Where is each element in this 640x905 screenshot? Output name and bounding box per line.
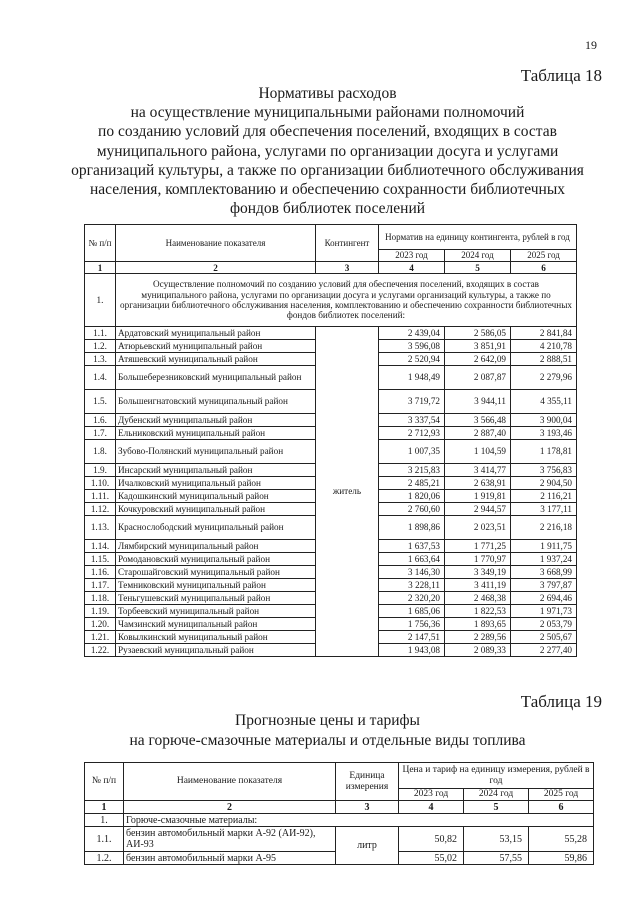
title-line: населения, комплектованию и обеспечению сохранности библиотечных	[89, 181, 565, 199]
value-2025: 55,28	[529, 827, 594, 852]
row-number: 1.20.	[85, 618, 116, 631]
row-number: 1.7.	[85, 427, 116, 440]
value-2024: 2 944,57	[445, 503, 511, 516]
col-number: 4	[379, 262, 445, 274]
value-2024: 2 087,87	[445, 366, 511, 390]
row-name: Атяшевский муниципальный район	[116, 353, 316, 366]
row-name: Атюрьевский муниципальный район	[116, 340, 316, 353]
row-name: Чамзинский муниципальный район	[116, 618, 316, 631]
row-name: Торбеевский муниципальный район	[116, 605, 316, 618]
row-number: 1.2.	[85, 340, 116, 353]
value-2024: 1 919,81	[445, 490, 511, 503]
value-2023: 1 756,36	[379, 618, 445, 631]
row-name: Старошайговский муниципальный район	[116, 566, 316, 579]
value-2023: 2 147,51	[379, 631, 445, 644]
value-2025: 2 505,67	[511, 631, 577, 644]
row-number: 1.10.	[85, 477, 116, 490]
value-2025: 3 797,87	[511, 579, 577, 592]
col-number: 6	[511, 262, 577, 274]
value-2024: 2 023,51	[445, 516, 511, 540]
value-2023: 2 712,93	[379, 427, 445, 440]
col-number: 5	[464, 801, 529, 814]
table-18	[84, 224, 577, 657]
col-number: 1	[85, 801, 124, 814]
header-norm: Норматив на единицу контингента, рублей в год	[379, 225, 577, 250]
value-2023: 1 007,35	[379, 440, 445, 464]
row-name: Ельниковский муниципальный район	[116, 427, 316, 440]
header-no: № п/п	[85, 763, 124, 801]
value-2025: 4 210,78	[511, 340, 577, 353]
value-2023: 1 663,64	[379, 553, 445, 566]
value-2025: 2 277,40	[511, 644, 577, 657]
table-row	[85, 827, 594, 852]
value-2025: 59,86	[529, 852, 594, 865]
value-2023: 2 520,94	[379, 353, 445, 366]
col-number: 6	[529, 801, 594, 814]
unit-cell: литр	[336, 827, 399, 865]
row-name: бензин автомобильный марки А-92 (АИ-92), АИ-93	[124, 827, 336, 852]
header-price: Цена и тариф на единицу измерения, рублей в год	[399, 763, 594, 789]
value-2025: 3 177,11	[511, 503, 577, 516]
row-number: 1.	[85, 274, 116, 327]
row-number: 1.13.	[85, 516, 116, 540]
value-2025: 3 193,46	[511, 427, 577, 440]
header-no: № п/п	[85, 225, 116, 262]
title-line: на горюче-смазочные материалы и отдельные виды топлива	[129, 731, 526, 749]
table-19-title	[70, 711, 585, 750]
title-line: на осуществление муниципальными районами полномочий	[130, 104, 525, 122]
row-name: Лямбирский муниципальный район	[116, 540, 316, 553]
row-number: 1.	[85, 814, 124, 827]
value-2023: 55,02	[399, 852, 464, 865]
col-number: 2	[124, 801, 336, 814]
row-number: 1.3.	[85, 353, 116, 366]
row-number: 1.22.	[85, 644, 116, 657]
header-name: Наименование показателя	[124, 763, 336, 801]
value-2025: 2 053,79	[511, 618, 577, 631]
title-line: фондов библиотек поселений	[229, 200, 426, 218]
title-line: организаций культуры, а также по организации библиотечного обслуживания	[71, 161, 584, 179]
value-2024: 3 566,48	[445, 414, 511, 427]
value-2025: 1 937,24	[511, 553, 577, 566]
title-line: по созданию условий для обеспечения поселений, входящих в состав	[98, 123, 557, 141]
value-2023: 3 337,54	[379, 414, 445, 427]
value-2023: 3 228,11	[379, 579, 445, 592]
row-number: 1.6.	[85, 414, 116, 427]
row-name: Ромодановский муниципальный район	[116, 553, 316, 566]
row-number: 1.1.	[85, 827, 124, 852]
value-2024: 2 289,56	[445, 631, 511, 644]
value-2024: 2 586,05	[445, 327, 511, 340]
value-2025: 1 178,81	[511, 440, 577, 464]
row-name: Ичалковский муниципальный район	[116, 477, 316, 490]
value-2023: 3 215,83	[379, 464, 445, 477]
table-row	[85, 274, 577, 327]
row-name: Большеигнатовский муниципальный район	[116, 390, 316, 414]
row-number: 1.18.	[85, 592, 116, 605]
row-number: 1.17.	[85, 579, 116, 592]
header-year: 2025 год	[529, 789, 594, 801]
row-number: 1.16.	[85, 566, 116, 579]
row-number: 1.19.	[85, 605, 116, 618]
row-number: 1.4.	[85, 366, 116, 390]
row-name: Краснослободский муниципальный район	[116, 516, 316, 540]
intro-text: Осуществление полномочий по созданию условий для обеспечения поселений, входящих в состав муниципального района, услугами по организации досуга и услугами организаций культуры, а также по организации библиотечного обслуживания населения, комплектованию и обеспечению сохранности библиотечных фондов библиотек поселений:	[116, 274, 577, 327]
row-number: 1.15.	[85, 553, 116, 566]
value-2025: 2 841,84	[511, 327, 577, 340]
value-2025: 2 888,51	[511, 353, 577, 366]
value-2025: 1 911,75	[511, 540, 577, 553]
col-number: 5	[445, 262, 511, 274]
row-number: 1.21.	[85, 631, 116, 644]
row-name: Инсарский муниципальный район	[116, 464, 316, 477]
value-2024: 3 944,11	[445, 390, 511, 414]
contingent-cell: житель	[316, 327, 379, 657]
title-line: муниципального района, услугами по организации досуга и услугами	[96, 142, 559, 160]
row-number: 1.5.	[85, 390, 116, 414]
row-name: Ковылкинский муниципальный район	[116, 631, 316, 644]
row-name: Темниковский муниципальный район	[116, 579, 316, 592]
value-2025: 4 355,11	[511, 390, 577, 414]
value-2023: 1 685,06	[379, 605, 445, 618]
value-2023: 3 596,08	[379, 340, 445, 353]
header-year: 2024 год	[464, 789, 529, 801]
value-2023: 1 820,06	[379, 490, 445, 503]
row-name: Дубенский муниципальный район	[116, 414, 316, 427]
value-2024: 1 893,65	[445, 618, 511, 631]
row-name: Кочкуровский муниципальный район	[116, 503, 316, 516]
col-number: 3	[316, 262, 379, 274]
value-2025: 2 694,46	[511, 592, 577, 605]
value-2024: 3 349,19	[445, 566, 511, 579]
row-number: 1.11.	[85, 490, 116, 503]
value-2023: 1 637,53	[379, 540, 445, 553]
value-2024: 53,15	[464, 827, 529, 852]
row-number: 1.9.	[85, 464, 116, 477]
table-18-caption: Таблица 18	[520, 66, 602, 85]
header-year: 2023 год	[379, 250, 445, 262]
col-number: 1	[85, 262, 116, 274]
value-2023: 3 719,72	[379, 390, 445, 414]
value-2025: 3 668,99	[511, 566, 577, 579]
value-2024: 2 887,40	[445, 427, 511, 440]
header-year: 2023 год	[399, 789, 464, 801]
value-2024: 2 468,38	[445, 592, 511, 605]
value-2024: 1 104,59	[445, 440, 511, 464]
header-contingent: Контингент	[316, 225, 379, 262]
row-name: бензин автомобильный марки А-95	[124, 852, 336, 865]
table-19-caption: Таблица 19	[520, 692, 602, 711]
value-2024: 1 822,53	[445, 605, 511, 618]
value-2023: 3 146,30	[379, 566, 445, 579]
header-unit: Единица измерения	[336, 763, 399, 801]
value-2025: 3 900,04	[511, 414, 577, 427]
value-2023: 1 943,08	[379, 644, 445, 657]
value-2023: 2 760,60	[379, 503, 445, 516]
value-2023: 2 485,21	[379, 477, 445, 490]
col-number: 4	[399, 801, 464, 814]
title-line: Прогнозные цены и тарифы	[235, 712, 420, 729]
table-18-title	[70, 84, 585, 218]
table-row	[85, 814, 594, 827]
section-name: Горюче-смазочные материалы:	[124, 814, 594, 827]
value-2024: 3 851,91	[445, 340, 511, 353]
value-2023: 2 439,04	[379, 327, 445, 340]
col-number: 3	[336, 801, 399, 814]
value-2023: 1 898,86	[379, 516, 445, 540]
row-number: 1.14.	[85, 540, 116, 553]
page-number: 19	[585, 38, 597, 52]
value-2024: 1 771,25	[445, 540, 511, 553]
header-year: 2025 год	[511, 250, 577, 262]
value-2025: 1 971,73	[511, 605, 577, 618]
value-2024: 3 414,77	[445, 464, 511, 477]
row-number: 1.12.	[85, 503, 116, 516]
row-name: Кадошкинский муниципальный район	[116, 490, 316, 503]
value-2025: 2 904,50	[511, 477, 577, 490]
value-2024: 3 411,19	[445, 579, 511, 592]
value-2025: 2 279,96	[511, 366, 577, 390]
row-number: 1.2.	[85, 852, 124, 865]
value-2025: 2 116,21	[511, 490, 577, 503]
table-row	[85, 327, 577, 340]
value-2025: 2 216,18	[511, 516, 577, 540]
value-2024: 1 770,97	[445, 553, 511, 566]
row-name: Зубово-Полянский муниципальный район	[116, 440, 316, 464]
title-line: Нормативы расходов	[258, 85, 397, 102]
row-number: 1.8.	[85, 440, 116, 464]
value-2024: 2 089,33	[445, 644, 511, 657]
row-name: Теньгушевский муниципальный район	[116, 592, 316, 605]
value-2023: 2 320,20	[379, 592, 445, 605]
value-2024: 57,55	[464, 852, 529, 865]
header-name: Наименование показателя	[116, 225, 316, 262]
row-number: 1.1.	[85, 327, 116, 340]
header-year: 2024 год	[445, 250, 511, 262]
row-name: Большеберезниковский муниципальный район	[116, 366, 316, 390]
table-19	[84, 762, 594, 865]
value-2024: 2 642,09	[445, 353, 511, 366]
row-name: Рузаевский муниципальный район	[116, 644, 316, 657]
value-2023: 1 948,49	[379, 366, 445, 390]
row-name: Ардатовский муниципальный район	[116, 327, 316, 340]
value-2024: 2 638,91	[445, 477, 511, 490]
col-number: 2	[116, 262, 316, 274]
value-2025: 3 756,83	[511, 464, 577, 477]
value-2023: 50,82	[399, 827, 464, 852]
